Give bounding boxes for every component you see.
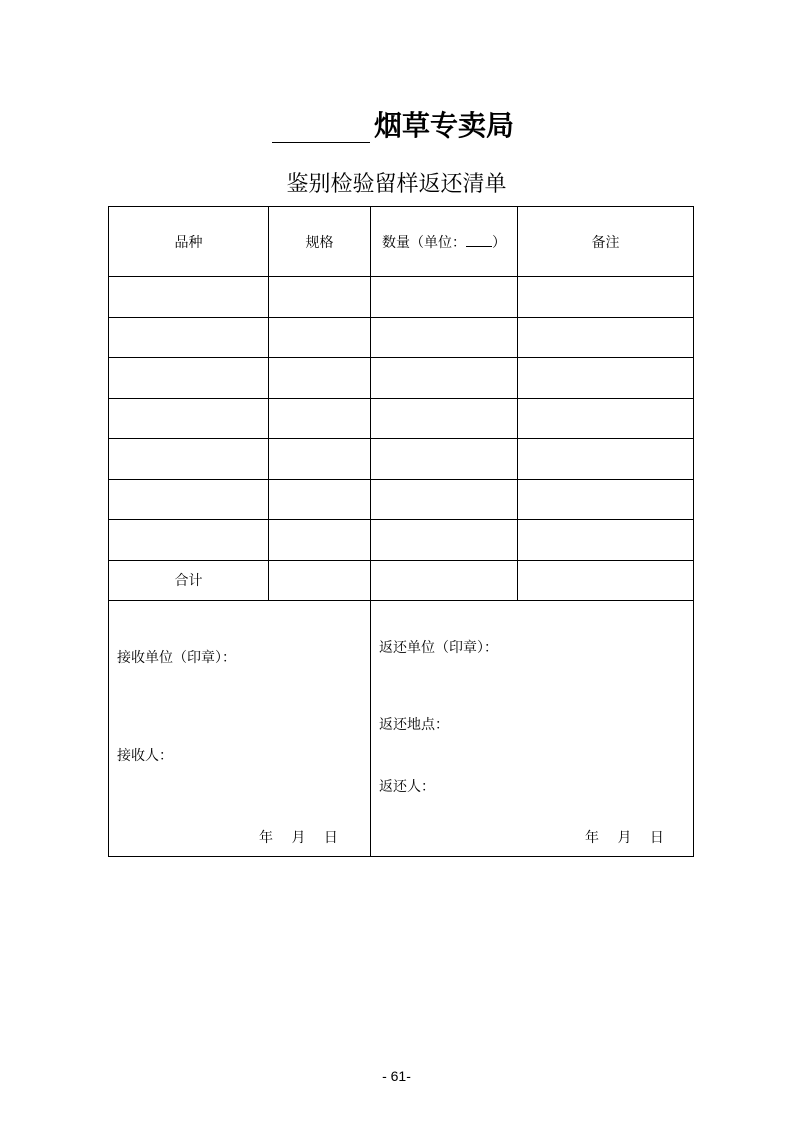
spec-cell[interactable] (269, 358, 371, 399)
quantity-label: 数量（单位： (382, 234, 466, 251)
remarks-cell[interactable] (518, 317, 694, 358)
variety-cell[interactable] (109, 398, 269, 439)
remarks-cell[interactable] (518, 520, 694, 561)
returner-place-label: 返还地点： (379, 717, 449, 733)
form-subtitle: 鉴别检验留样返还清单 (286, 172, 507, 197)
remarks-cell[interactable] (518, 398, 694, 439)
returner-section (371, 601, 694, 857)
quantity-cell[interactable] (371, 520, 518, 561)
spec-cell[interactable] (269, 479, 371, 520)
table-row (109, 479, 694, 520)
table-row (109, 439, 694, 480)
page-number: - 61- (382, 1068, 411, 1084)
spec-cell[interactable] (269, 520, 371, 561)
unit-blank[interactable] (466, 234, 492, 247)
spec-cell[interactable] (269, 317, 371, 358)
table-row (109, 520, 694, 561)
receiver-person-label: 接收人： (117, 748, 173, 764)
document-title (272, 108, 530, 144)
table-row (109, 398, 694, 439)
quantity-cell[interactable] (371, 398, 518, 439)
table-row (109, 358, 694, 399)
quantity-cell[interactable] (371, 277, 518, 318)
total-spec-cell[interactable] (269, 560, 371, 601)
variety-cell[interactable] (109, 358, 269, 399)
title-text: 烟草专卖局 (374, 109, 515, 142)
total-quantity-cell[interactable] (371, 560, 518, 601)
remarks-cell[interactable] (518, 358, 694, 399)
col-header-spec: 规格 (269, 207, 371, 277)
col-header-variety: 品种 (109, 207, 269, 277)
remarks-cell[interactable] (518, 277, 694, 318)
returner-date: 年 月 日 (585, 830, 664, 846)
table-row (109, 317, 694, 358)
variety-cell[interactable] (109, 317, 269, 358)
spec-cell[interactable] (269, 398, 371, 439)
variety-cell[interactable] (109, 439, 269, 480)
spec-cell[interactable] (269, 439, 371, 480)
quantity-cell[interactable] (371, 317, 518, 358)
quantity-cell[interactable] (371, 479, 518, 520)
quantity-cell[interactable] (371, 439, 518, 480)
total-label: 合计 (109, 560, 269, 601)
title-blank-line (272, 142, 370, 143)
signature-row (109, 601, 694, 857)
returner-unit-label: 返还单位（印章）： (379, 640, 498, 656)
receiver-unit-label: 接收单位（印章）： (117, 650, 236, 666)
total-remarks-cell[interactable] (518, 560, 694, 601)
table-header-row (109, 207, 694, 277)
receiver-date: 年 月 日 (259, 830, 338, 846)
quantity-label-close: ） (492, 234, 506, 251)
variety-cell[interactable] (109, 277, 269, 318)
receiver-section (109, 601, 371, 857)
return-list-table (108, 206, 694, 857)
table-row (109, 277, 694, 318)
spec-cell[interactable] (269, 277, 371, 318)
col-header-remarks: 备注 (518, 207, 694, 277)
variety-cell[interactable] (109, 479, 269, 520)
remarks-cell[interactable] (518, 439, 694, 480)
returner-person-label: 返还人： (379, 779, 435, 795)
quantity-cell[interactable] (371, 358, 518, 399)
remarks-cell[interactable] (518, 479, 694, 520)
variety-cell[interactable] (109, 520, 269, 561)
total-row (109, 560, 694, 601)
col-header-quantity (371, 207, 518, 277)
